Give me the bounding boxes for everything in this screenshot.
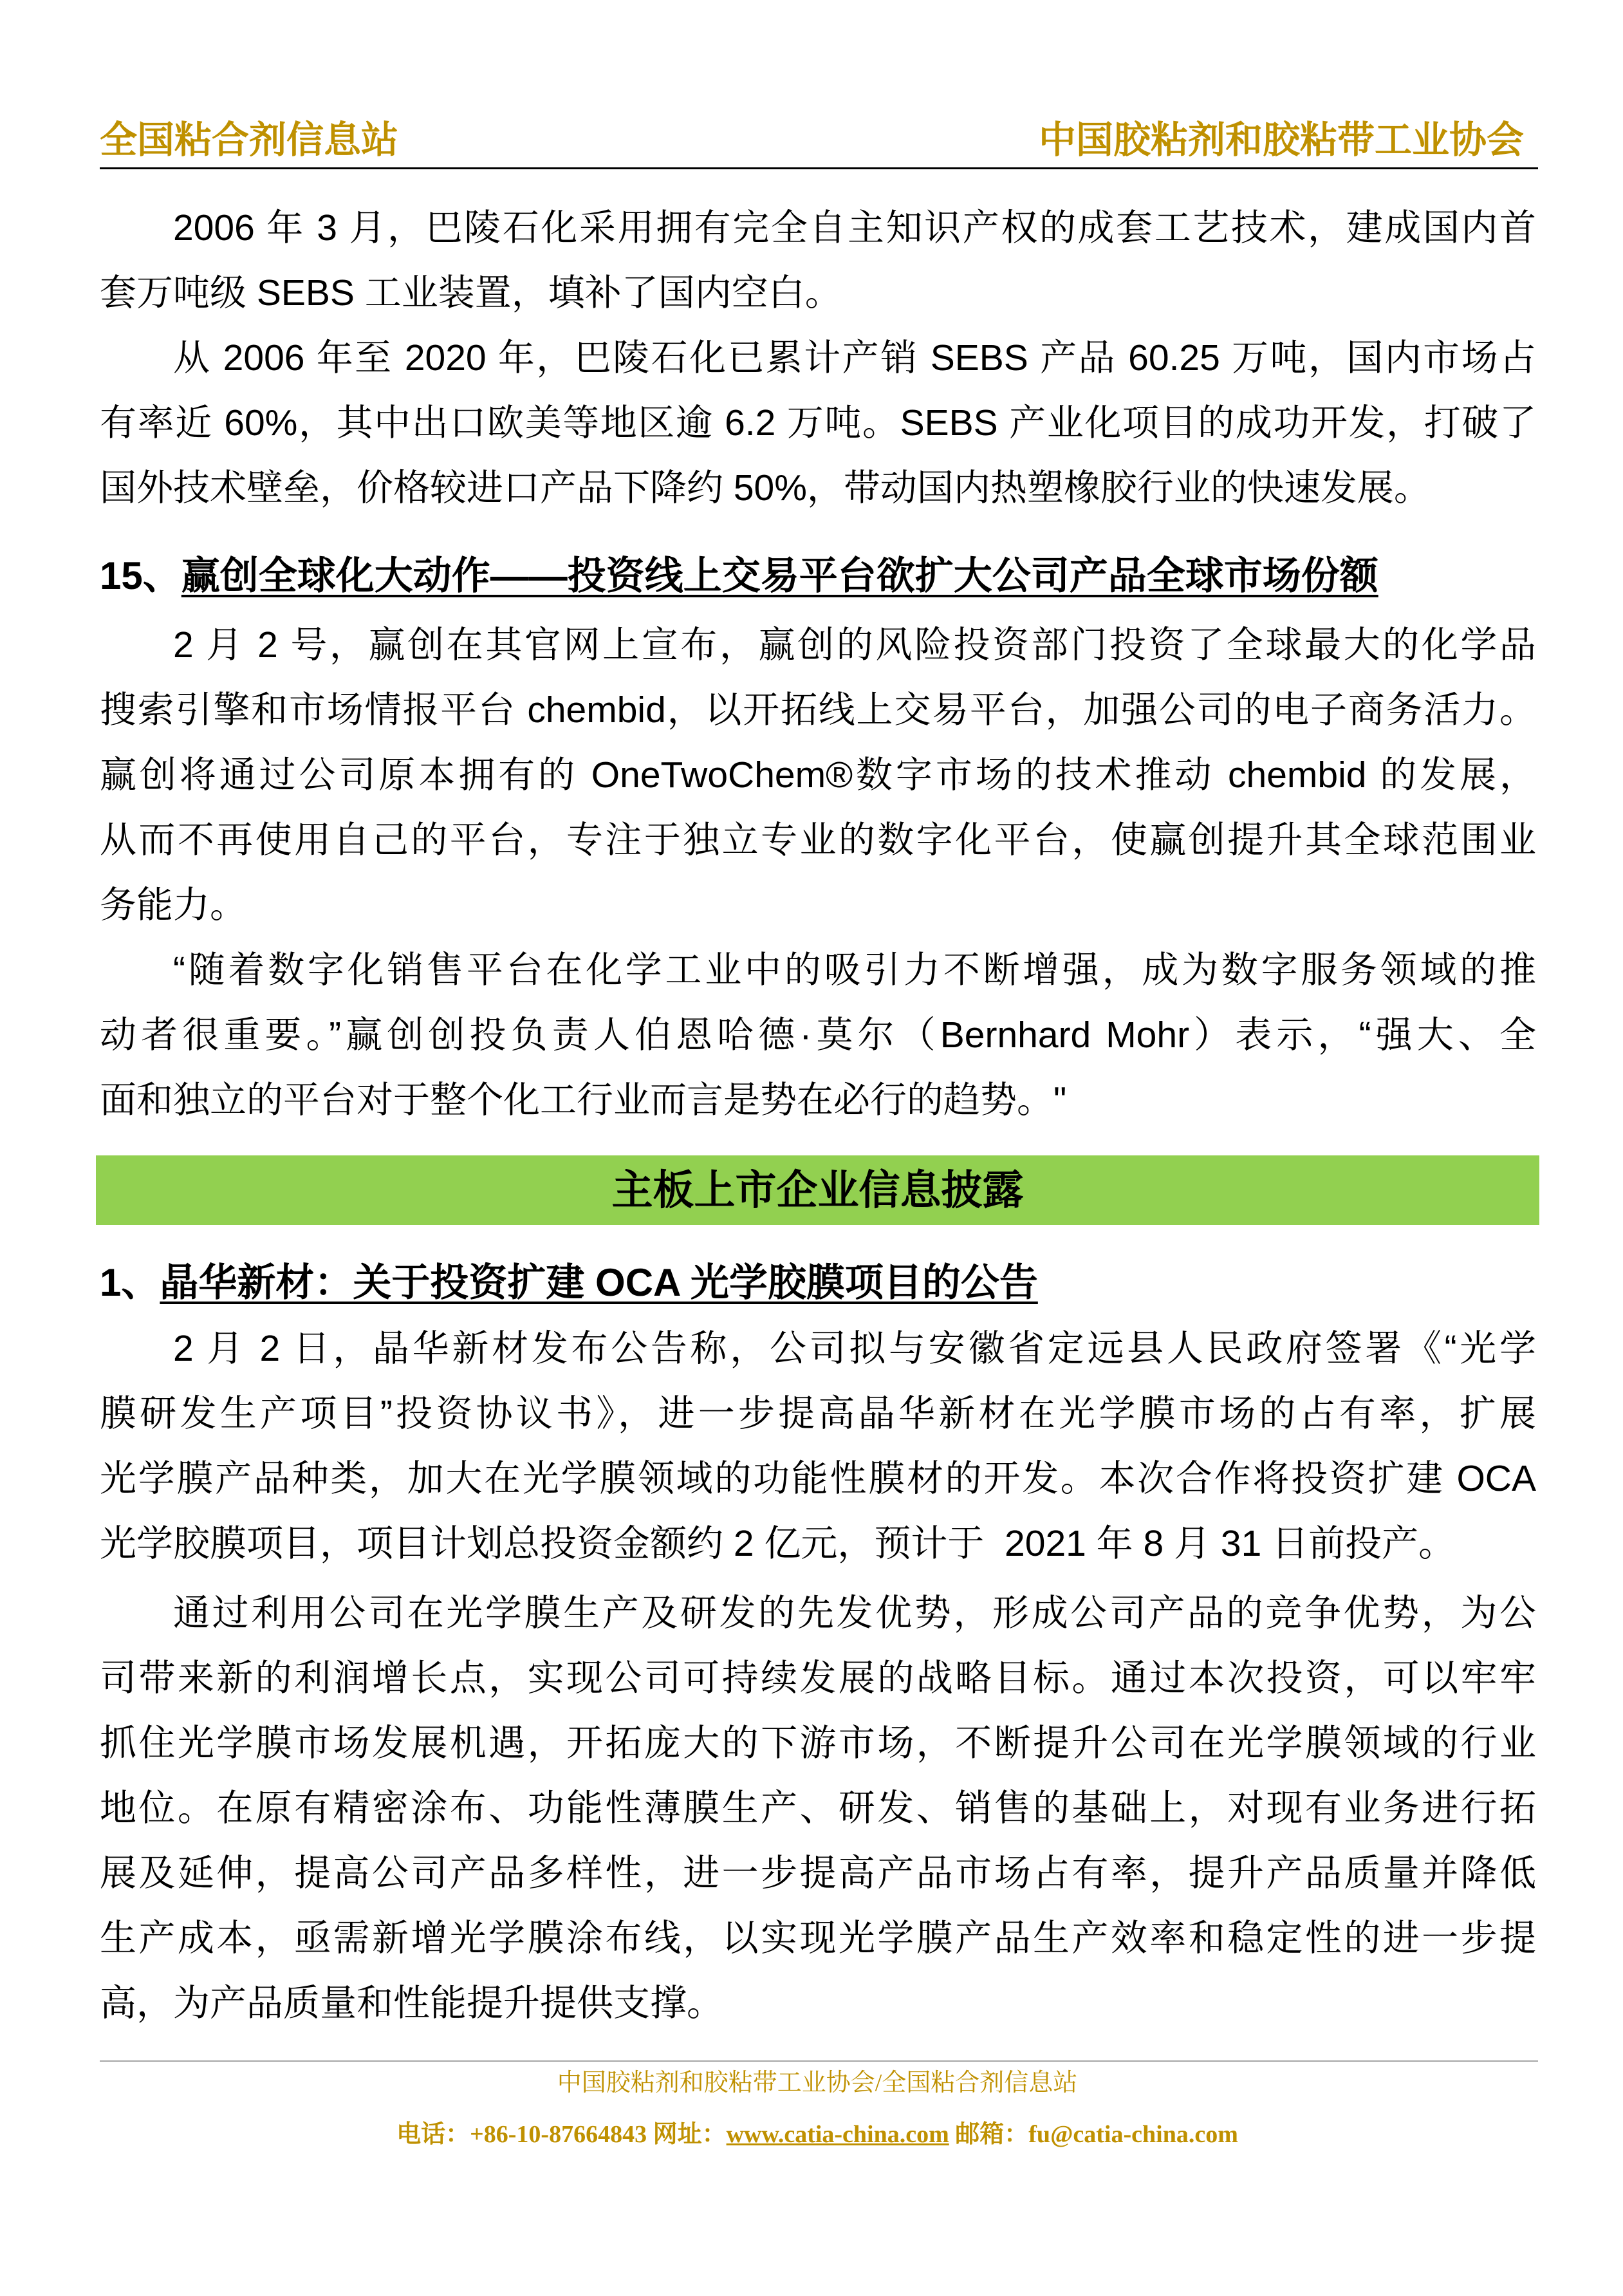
article-paragraph [100,1581,1536,2036]
text-line: 膜研发生产项目”投资协议书》，进一步提高晶华新材在光学膜市场的占有率，扩展 [100,1393,1536,1434]
text-line: 务能力。 [100,884,246,926]
article-number: 1、 [100,1261,160,1304]
text-line: 高，为产品质量和性能提升提供支撑。 [100,1983,723,2024]
article-title: 赢创全球化大动作——投资线上交易平台欲扩大公司产品全球市场份额 [181,554,1378,597]
text-line: 有率近 60%，其中出口欧美等地区逾 6.2 万吨。SEBS 产业化项目的成功开发，打破了 [100,402,1536,443]
text-line: 动者很重要。”赢创创投负责人伯恩哈德·莫尔（Bernhard Mohr）表示，“强大、全 [100,1014,1536,1056]
footer-phone-label: 电话：+86-10-87664843 网址： [396,2121,727,2148]
article-number: 15、 [100,554,181,597]
text-line: 面和独立的平台对于整个化工行业而言是势在必行的趋势。" [100,1079,1067,1121]
page-header [100,113,1538,169]
text-line: 套万吨级 SEBS 工业装置，填补了国内空白。 [100,272,842,313]
section-banner: 主板上市企业信息披露 [96,1155,1539,1225]
text-line: 司带来新的利润增长点，实现公司可持续发展的战略目标。通过本次投资，可以牢牢 [100,1657,1536,1699]
text-line: 通过利用公司在光学膜生产及研发的先发优势，形成公司产品的竞争优势，为公 [173,1592,1536,1634]
footer-email: 邮箱：fu@catia-china.com [949,2121,1238,2148]
intro-paragraph [100,196,1536,326]
text-line: 从而不再使用自己的平台，专注于独立专业的数字化平台，使赢创提升其全球范围业 [100,819,1536,861]
intro-paragraph [100,326,1536,521]
header-association-name: 中国胶粘剂和胶粘带工业协会 [1038,119,1524,161]
article-heading [100,1250,1536,1315]
text-line: 光学膜产品种类，加大在光学膜领域的功能性膜材的开发。本次合作将投资扩建 OCA [100,1458,1536,1499]
footer-contact [12,2118,1623,2151]
text-line: 从 2006 年至 2020 年，巴陵石化已累计产销 SEBS 产品 60.25 万吨，国内市场占 [173,337,1536,378]
text-line: 2006 年 3 月，巴陵石化采用拥有完全自主知识产权的成套工艺技术，建成国内首 [173,207,1536,248]
quote-paragraph [100,938,1536,1133]
text-line: 展及延伸，提高公司产品多样性，进一步提高产品市场占有率，提升产品质量并降低 [100,1853,1536,1894]
article-heading [100,543,1536,608]
text-line: 国外技术壁垒，价格较进口产品下降约 50%，带动国内热塑橡胶行业的快速发展。 [100,467,1431,509]
text-line: 抓住光学膜市场发展机遇，开拓庞大的下游市场，不断提升公司在光学膜领域的行业 [100,1722,1536,1764]
footer-organizations: 中国胶粘剂和胶粘带工业协会/全国粘合剂信息站 [557,2069,1078,2096]
article-title: 晶华新材：关于投资扩建 OCA 光学胶膜项目的公告 [160,1261,1038,1304]
text-line: 搜索引擎和市场情报平台 chembid，以开拓线上交易平台，加强公司的电子商务活力。 [100,689,1536,731]
text-line: 地位。在原有精密涂布、功能性薄膜生产、研发、销售的基础上，对现有业务进行拓 [100,1787,1536,1829]
text-line: 赢创将通过公司原本拥有的 OneTwoChem®数字市场的技术推动 chembid 的发展， [100,754,1536,796]
footer-divider [100,2060,1538,2062]
article-paragraph [100,613,1536,938]
article-paragraph [100,1316,1536,1576]
text-line: 2 月 2 号，赢创在其官网上宣布，赢创的风险投资部门投资了全球最大的化学品 [173,624,1536,666]
header-site-name: 全国粘合剂信息站 [100,119,399,161]
text-line: “随着数字化销售平台在化学工业中的吸引力不断增强，成为数字服务领域的推 [173,949,1536,991]
text-line: 生产成本，亟需新增光学膜涂布线，以实现光学膜产品生产效率和稳定性的进一步提 [100,1918,1536,1959]
text-line: 光学胶膜项目，项目计划总投资金额约 2 亿元，预计于 2021 年 8 月 31 日前投产。 [100,1523,1456,1564]
article-body [100,196,1536,2036]
footer-website-link[interactable]: www.catia-china.com [726,2121,949,2148]
text-line: 2 月 2 日，晶华新材发布公告称，公司拟与安徽省定远县人民政府签署《“光学 [173,1328,1536,1369]
